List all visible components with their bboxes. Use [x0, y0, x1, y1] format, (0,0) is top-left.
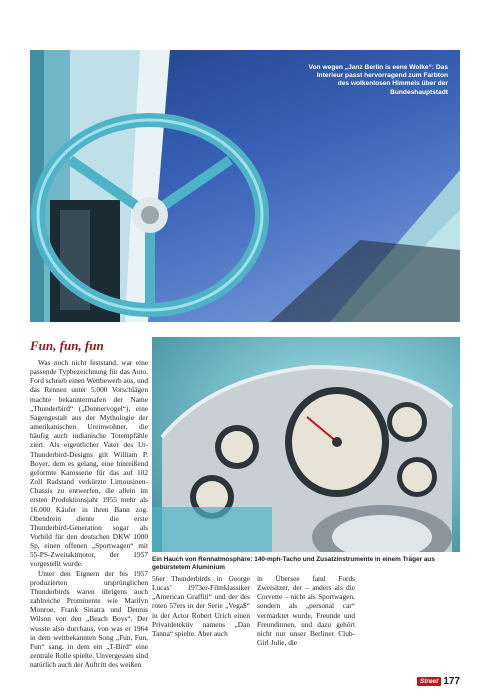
- page-footer: [417, 676, 460, 687]
- article-heading: Fun, fun, fun: [30, 338, 104, 353]
- paragraph-1: Was noch nicht feststand, war eine passende Typbezeichnung für das Auto. Ford schrieb einen Wettbewerb aus, und das Rennen unter 5.000 Vorschlägen machte bekanntermafen der Name „Thunderbird“ („Donnervogel“), eine Sagengestalt aus der Mythologie der amerikanischen Ureinwohner, die häufig auch indianische Totempfähle ziert. Als eigentlicher Vater des Ur-Thunderbird-Designs gilt William P. Boyer, dem es gelang, eine hinreißend geformte Karosserie für das auf 102 Zoll Radstand verkürzte Limousinen-Chassis zu entwerfen, die allein im ersten Produktionsjahr 1955 mehr als 16.000 Käufer in ihren Bann zog. Obendrein diente die erste Thunderbird-Generation sogar als Vorbild für den deutschen DKW 1000 Sp, einen offenen „Sportwagen“ mit 55-PS-Zweitaktmotor, der 1957 vorgestellt wurde.: [30, 358, 148, 569]
- column-2: [152, 574, 250, 638]
- column-3: [257, 574, 355, 647]
- top-caption: Von wegen „Janz Berlin is eene Wolke“: Das Interieur passt hervorragend zum Farbton des wolkenlosen Himmels über der Bundeshauptstadt: [308, 64, 448, 96]
- bottom-caption: Ein Hauch von Rennatmosphäre: 140-mph-Tacho und Zusatzinstrumente in einem Träger aus gebürstetem Aluminium: [152, 556, 435, 571]
- magazine-logo: Street: [417, 677, 441, 686]
- dashboard-illustration: [152, 337, 460, 552]
- interior-photo: [30, 50, 460, 322]
- column-2-text: 56er Thunderbirds in George Lucas’ 1973er-Filmklassiker „American Graffiti“ und der des roten 57ers in der Serie „Vega$“ in der Actor Robert Urich einen Privatdetektiv namens „Dan Tanna“ spielte. Aber auch: [152, 574, 250, 638]
- dashboard-photo: [152, 337, 460, 552]
- paragraph-2: Unter den Eignern der bis 1957 produzierten ursprünglichen Thunderbirds waren übrigens auch zahlreiche Prominente wie Marilyn Monroe, Frank Sinatra und Dennis Wilson von den „Beach Boys“. Der wusste also durchaus, von was er 1964 in dem weltbekannten Song „Fun, Fun, Fun“ sang, in dem ein „T-Bird“ eine zentrale Rolle spielte. Unvergessen sind natürlich auch der Auftritt des weißen: [30, 568, 148, 670]
- column-3-text: in Übersee fand Fords Zweisitzer, der – anders als die Corvette – nicht als Sportwagen, sondern als „personal car“ vermarktet wurde, Freunde und Freundinnen, und dazu gehört nicht nur unser Berliner Club-Girl Julie, die: [257, 574, 355, 648]
- left-column: [30, 358, 148, 669]
- page-number: 177: [443, 676, 460, 687]
